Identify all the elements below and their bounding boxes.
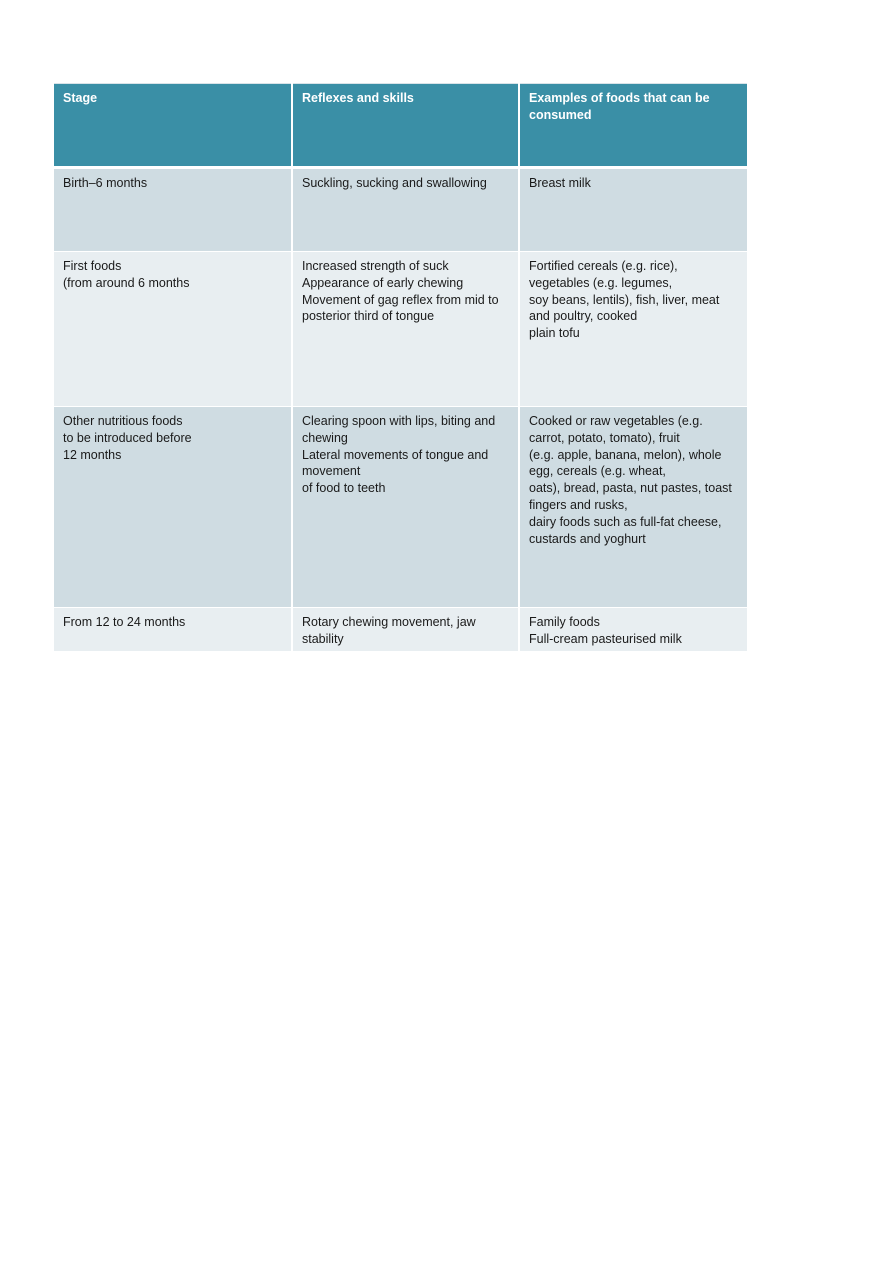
cell-line: From 12 to 24 months bbox=[63, 615, 186, 629]
cell-line: First foods bbox=[63, 259, 122, 273]
infant-feeding-stages-table bbox=[54, 83, 747, 652]
cell-stage bbox=[54, 608, 292, 652]
cell-line: Rotary chewing movement, jaw stability bbox=[302, 615, 476, 646]
cell-line: Full-cream pasteurised milk bbox=[529, 631, 682, 646]
cell-line: dairy foods such as full-fat cheese, custards and yoghurt bbox=[529, 514, 722, 546]
table-row bbox=[54, 407, 747, 608]
cell-line: Family foods bbox=[529, 615, 600, 629]
cell-line: of food to teeth bbox=[302, 481, 386, 496]
header-reflexes-and-skills: Reflexes and skills bbox=[292, 84, 519, 168]
cell-line: soy beans, lentils), fish, liver, meat and poultry, cooked bbox=[529, 292, 720, 324]
table-row bbox=[54, 168, 747, 252]
header-stage: Stage bbox=[54, 84, 292, 168]
cell-line: (e.g. apple, banana, melon), whole egg, cereals (e.g. wheat, bbox=[529, 447, 722, 479]
cell-stage bbox=[54, 252, 292, 407]
cell-line: Breast milk bbox=[529, 176, 591, 190]
cell-line: Other nutritious foods bbox=[63, 414, 183, 428]
cell-line: oats), bread, pasta, nut pastes, toast fingers and rusks, bbox=[529, 481, 732, 512]
cell-line: Birth–6 months bbox=[63, 176, 148, 190]
cell-line: plain tofu bbox=[529, 326, 580, 341]
cell-skills bbox=[292, 407, 519, 608]
cell-line: Cooked or raw vegetables (e.g. carrot, potato, tomato), fruit bbox=[529, 414, 703, 445]
cell-stage bbox=[54, 168, 292, 252]
cell-skills bbox=[292, 608, 519, 652]
cell-line: (from around 6 months bbox=[63, 275, 190, 290]
header-example-foods: Examples of foods that can be consumed bbox=[529, 91, 710, 122]
cell-foods bbox=[519, 168, 747, 252]
cell-line: Clearing spoon with lips, biting and chewing bbox=[302, 414, 496, 445]
cell-skills bbox=[292, 252, 519, 407]
table-header-row bbox=[54, 84, 747, 168]
cell-line: Suckling, sucking and swallowing bbox=[302, 176, 487, 190]
cell-line: 12 months bbox=[63, 447, 122, 462]
cell-foods bbox=[519, 407, 747, 608]
cell-line: Increased strength of suck bbox=[302, 259, 449, 273]
cell-foods bbox=[519, 608, 747, 652]
cell-line: Appearance of early chewing bbox=[302, 275, 464, 290]
cell-stage bbox=[54, 407, 292, 608]
cell-skills bbox=[292, 168, 519, 252]
cell-line: to be introduced before bbox=[63, 430, 192, 445]
cell-line: Lateral movements of tongue and movement bbox=[302, 447, 489, 479]
cell-foods bbox=[519, 252, 747, 407]
cell-line: Movement of gag reflex from mid to posterior third of tongue bbox=[302, 292, 499, 324]
cell-line: Fortified cereals (e.g. rice), vegetables (e.g. legumes, bbox=[529, 259, 678, 290]
table-row bbox=[54, 252, 747, 407]
table-row bbox=[54, 608, 747, 652]
